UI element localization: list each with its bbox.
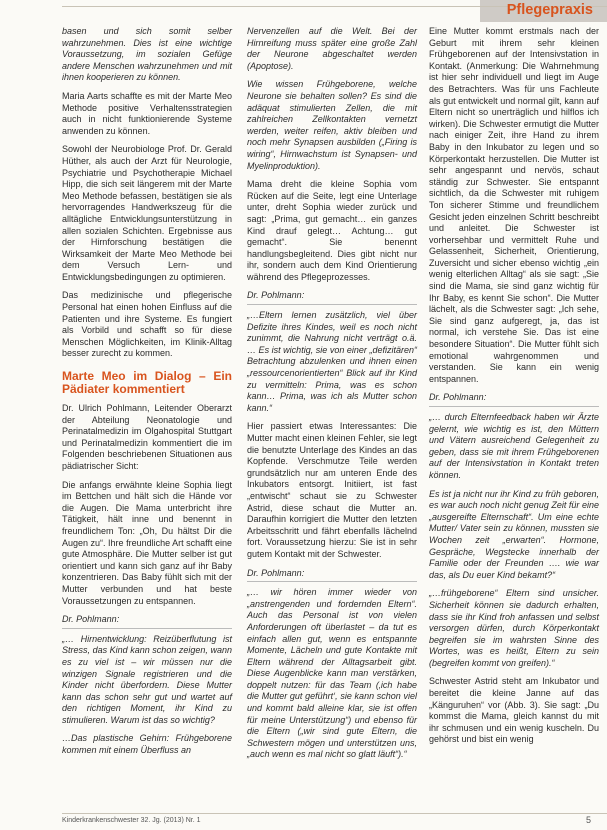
column-2 — [247, 26, 417, 768]
quote: „… durch Elternfeedback haben wir Ärzte gelernt, wie wichtig es ist, den Müttern und Vätern ausreichend Gelegenheit zu geben, dass sie mit ihrem Frühgeborenen auf der Intensivstation in Kontakt treten können. — [429, 412, 599, 480]
paragraph: Eine Mutter kommt erstmals nach der Geburt mit ihrem sehr kleinen Frühgeborenen auf der Intensivstation in Kontakt. (Anmerkung: Die Wahrnehmung ist hier sehr individuell und liegt im Auge des Betrachters. Was für uns Fachleute als gut entwickelt und normal gilt, kann auf Eltern nicht so unerträglich und hilflos ich wirken). Die Schwester ermutigt die Mutter nach einiger Zeit, ihre Hand zu ihrem Baby in den Inkubator zu legen und so Körperkontakt herzustellen. Die Mutter ist sehr angespannt und nervös, schaut ständig zur Schwester. Sie entspannt sichtlich, da die Schwester mit ruhigem Ton sicherer Stimme und freundlichem Gesicht jeden einzelnen Schritt beschreibt und anleitet. Die Schwester ist vorhersehbar und vermittelt Ruhe und Gelassenheit, Sicherheit, Orientierung, Zuversicht und sicher ebenso wichtig „ein wenig elterlichen Alltag“ als sie sagt: „Sie sind die Mama, sie sind ganz wichtig für Ihr Baby, es kennt Sie schon“. Die Mutter lächelt, als die Schwester sagt: „Ich sehe, Sie sind ganz aufgeregt, ja, das ist normal, ich verstehe Sie. Das ist eine besondere Situation“. Die Mutter fühlt sich emotional wahrgenommen und verstanden. Sie kann ein wenig entspannen. — [429, 26, 599, 384]
subheading: Marte Meo im Dialog – Ein Pädiater kommentiert — [62, 369, 232, 397]
page-number: 5 — [585, 815, 591, 825]
quote: „…Eltern lernen zusätzlich, viel über Defizite ihres Kindes, weil es noch nicht zunimmt, die Nahrung nicht verträgt o.ä. … Es ist wichtig, sie von einer „defizitären“ Betrachtung abzulenken und ihnen einen „ressourcenorientierten“ Blick auf ihr Kind zu vermitteln: Prima, was es schon kann… Prima, was ich als Mutter schon kann.“ — [247, 310, 417, 413]
quote: „… wir hören immer wieder von „anstrengenden und fordernden Eltern“. Auch das Personal ist von vielen Anforderungen oft überlastet – da tut es einfach allen gut, wenn es entspannte Momente, Lächeln und gute Kontakte mit Eltern während der Alltagsarbeit gibt. Diese Augenblicke kann man verstärken, doppelt nutzen: für das Team (‚ich habe die Mutter gut geführt‘, sie kann schon viel und kommt bald alleine klar, sie ist offen für meine Unterstützung“) und ebenso für die Eltern („wir sind gute Eltern, die Schwestern mögen und unterstützen uns, „auch wenn es mal nicht so glatt läuft“).“ — [247, 587, 417, 760]
column-1 — [62, 26, 232, 764]
column-3 — [429, 26, 599, 753]
paragraph: Dr. Ulrich Pohlmann, Leitender Oberarzt der Abteilung Neonatologie und Perinatalmedizin im Olgahospital Stuttgart und Perinatalmedizin kommentiert die im Folgenden beschriebenen Situationen aus pädiatrischer Sicht: — [62, 403, 232, 471]
speaker-label: Dr. Pohlmann: — [62, 614, 232, 629]
speaker-label: Dr. Pohlmann: — [247, 290, 417, 305]
speaker-label: Dr. Pohlmann: — [429, 392, 599, 407]
quote: „… Hirnentwicklung: Reizüberflutung ist Stress, das Kind kann schon zeigen, wann es zu viel ist – wir müssen nur die winzigen Signale registrieren und die Kinder nicht überfordern. Diese Mutter kann das schon sehr gut und wartet auf den richtigen Moment, ihr Kind zu stimulieren. Warum ist das so wichtig? — [62, 633, 232, 725]
journal-citation: Kinderkrankenschwester 32. Jg. (2013) Nr. 1 — [62, 817, 201, 824]
footer-rule — [62, 813, 607, 814]
paragraph: Maria Aarts schaffte es mit der Marte Meo Methode positive Verhaltensstrategien auch in nicht funktionierende Systeme anwenden zu können. — [62, 90, 232, 136]
paragraph: Sowohl der Neurobiologe Prof. Dr. Gerald Hüther, als auch der Arzt für Neurologie, Psychiatrie und Psychotherapie Michael Hipp, die sich seit längerem mit der Marte Meo Methode befassen, bestätigen sie als hervorragendes Handwerkszeug für die alltägliche Entwicklungsunterstützung in allen sozialen Schichten. Ergebnisse aus der Hirnforschung bestätigen die Wirksamkeit der Marte Meo Methode bei dem Versuch Lern- und Entwicklungsbedingungen zu optimieren. — [62, 144, 232, 282]
paragraph: Die anfangs erwähnte kleine Sophia liegt im Bettchen und hält sich die Hände vor die Augen. Die Mama unterbricht ihre Tätigkeit, hält inne und benennt in freundlichem Ton: „Oh, Du hältst Dir die Augen zu“. Ihre freundliche Art schafft eine gute Atmosphäre. Die Mutter selber ist gut orientiert und kann sich ganz auf ihr Baby konzentrieren. Das Baby fühlt sich mit der Mutter verbunden und hat beste Voraussetzungen zu entspannen. — [62, 479, 232, 606]
paragraph: Mama dreht die kleine Sophia vom Rücken auf die Seite, legt eine Unterlage unter, dreht Sophia wieder zurück und sagt: „Prima, gut gemacht… ein ganzes Kind drauf gelegt… Achtung… gut gemacht“. Sie benennt handlungsbegleitend. Dies gibt nicht nur ihr, sondern auch dem Kind Orientierung während des Pflegeprozesses. — [247, 179, 417, 282]
quote: „…frühgeborene“ Eltern sind unsicher. Sicherheit können sie dadurch erhalten, dass sie ihr Kind froh anfassen und selbst versorgen dürfen, durch Körperkontakt begreifen sie im wahrsten Sinne des Wortes, was es heißt, Eltern zu sein (begreifen kommt von greifen).“ — [429, 588, 599, 668]
quote: …Das plastische Gehirn: Frühgeborene kommen mit einem Überfluss an — [62, 733, 232, 756]
quote: Es ist ja nicht nur ihr Kind zu früh geboren, es war auch noch nicht genug Zeit für eine „ausgereifte Elternschaft“. Um eine echte Mutter/ Vater sein zu können, mussten sie Wochen zeit „erwarten“. Hormone, Gespräche, Wegstecke innerhalb der Familie oder der Freunden …. wie war das, als Du euer Kind bekamt?“ — [429, 488, 599, 580]
paragraph: Das medizinische und pflegerische Personal hat einen hohen Einfluss auf die Patienten und ihre Systeme. Es fungiert als Vorbild und schafft so für diese Menschen Möglichkeiten, im Klinik-Alltag besser zurecht zu kommen. — [62, 290, 232, 359]
paragraph: Hier passiert etwas Interessantes: Die Mutter macht einen kleinen Fehler, sie legt die benutzte Unterlage des Kindes an das Kopfende. Verschmutze Teile werden grundsätzlich nur am unteren Ende des Inkubators entsorgt. Initiiert, ist fast „entwischt“ schaut sie zu Schwester Astrid, diese schaut die Mutter an. Daraufhin korrigiert die Mutter den letzten Arbeitsschritt und fährt ebenfalls lächelnd fort. Voraussetzung hierzu: Sie ist in sehr gutem Kontakt mit der Schwester. — [247, 421, 417, 559]
paragraph: Wie wissen Frühgeborene, welche Neurone sie behalten sollen? Es sind die adäquat stimulierten Zellen, die mit zahlreichen Zellkontakten vernetzt werden, weiter reifen, aktiv bleiben und noch mehr Synapsen ausbilden („Firing is wiring“, Hirnwachstum ist Synapsen- und Myelinproduktion). — [247, 79, 417, 171]
paragraph: Schwester Astrid steht am Inkubator und bereitet die kleine Janne auf das „Känguruhen“ vor (Abb. 3). Sie sagt: „Du kommst die Mama, gleich kannst du mit ihr schmusen und ein wenig kuscheln. Du gehörst und bist ein wenig — [429, 676, 599, 745]
section-title: Pflegepraxis — [506, 2, 593, 18]
speaker-label: Dr. Pohlmann: — [247, 568, 417, 583]
paragraph: basen und sich somit selber wahrzunehmen. Dies ist eine wichtige Voraussetzung, im sozialen Gefüge andere Menschen wahrzunehmen und mit ihnen kooperieren zu können. — [62, 26, 232, 83]
paragraph: Nervenzellen auf die Welt. Bei der Hirnreifung muss später eine große Zahl der Neurone abgeschaltet werden (Apoptose). — [247, 26, 417, 71]
